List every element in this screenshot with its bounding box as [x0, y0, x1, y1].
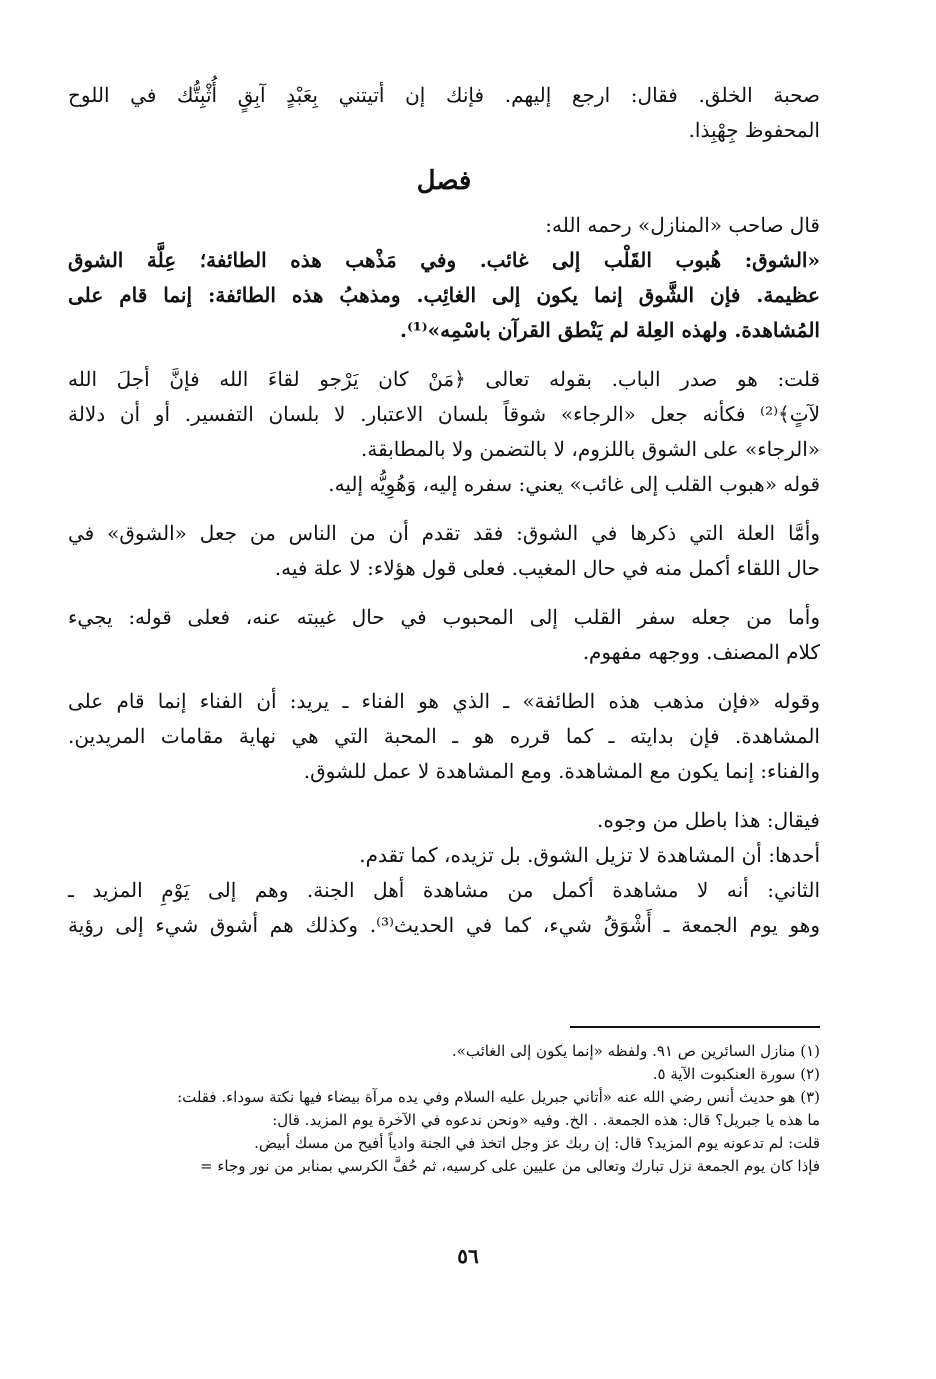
text-line: كلام المصنف. ووجهه مفهوم.: [582, 640, 820, 664]
section-heading: فصل: [416, 166, 472, 196]
footnote-divider: [570, 1026, 820, 1028]
text-line: فيقال: هذا باطل من وجوه.: [597, 808, 820, 832]
text-line: لآتٍ﴾⁽²⁾ فكأنه جعل «الرجاء» شوقاً بلسان الاعتبار. لا بلسان التفسير. أو أن دلالة: [68, 402, 820, 426]
text-line: وأما من جعله سفر القلب إلى المحبوب في حال غيبته عنه، فعلى قوله: يجيء: [68, 605, 820, 629]
main-text: [68, 78, 820, 943]
quote-line: عظيمة. فإن الشَّوق إنما يكون إلى الغائِب. ومذهبُ هذه الطائفة: إنما قام على: [68, 283, 820, 307]
footnotes: [68, 1026, 820, 1178]
text-line: «الرجاء» على الشوق باللزوم، لا بالتضمن ولا بالمطابقة.: [361, 437, 820, 461]
footnote: (٣) هو حديث أنس رضي الله عنه «أتاني جبريل عليه السلام وفي يده مرآة بيضاء فيها نكتة سوداء. فقلت:: [177, 1088, 820, 1106]
text-line: الثاني: أنه لا مشاهدة أكمل من مشاهدة أهل الجنة. وهم إلى يَوْمِ المزيد ـ: [68, 878, 820, 902]
text-line: والفناء: إنما يكون مع المشاهدة. ومع المشاهدة لا عمل للشوق.: [303, 759, 820, 783]
quote-line: المُشاهدة. ولهذه العِلة لم يَنْطق القرآن باسْمِه»⁽¹⁾.: [400, 318, 820, 342]
footnote: قلت: لم تدعونه يوم المزيد؟ قال: إن ربك عز وجل اتخذ في الجنة وادياً أفيح من مسك أبيض.: [254, 1134, 820, 1152]
text-line: وهو يوم الجمعة ـ أَشْوَقُ شيء، كما في الحديث⁽³⁾. وكذلك هم أشوق شيء إلى رؤية: [68, 913, 820, 937]
text-line: المشاهدة. فإن بدايته ـ كما قرره هو ـ المحبة التي هي نهاية مقامات المريدين.: [68, 724, 820, 748]
text-line: المحفوظ جِهْبِذا.: [688, 118, 820, 142]
footnote: (٢) سورة العنكبوت الآية ٥.: [652, 1065, 820, 1083]
text-line: حال اللقاء أكمل منه في حال المغيب. فعلى قول هؤلاء: لا علة فيه.: [274, 556, 820, 580]
footnote: فإذا كان يوم الجمعة نزل تبارك وتعالى من عليين على كرسيه، ثم حُفَّ الكرسي بمنابر من نور وجاء =: [200, 1157, 820, 1175]
text-line: وأمَّا العلة التي ذكرها في الشوق: فقد تقدم أن من الناس من جعل «الشوق» في: [68, 521, 820, 545]
text-line: قوله «هبوب القلب إلى غائب» يعني: سفره إليه، وَهُوِيُّه إليه.: [328, 472, 820, 496]
text-line: أحدها: أن المشاهدة لا تزيل الشوق. بل تزيده، كما تقدم.: [359, 843, 820, 867]
text-line: وقوله «فإن مذهب هذه الطائفة» ـ الذي هو الفناء ـ يريد: أن الفناء إنما قام على: [68, 689, 820, 713]
footnote: ما هذه يا جبريل؟ قال: هذه الجمعة. . الخ. وفيه «ونحن ندعوه في الآخرة يوم المزيد. قال:: [272, 1111, 820, 1129]
footnote: (١) منازل السائرين ص ٩١. ولفظه «إنما يكون إلى الغائب».: [451, 1042, 820, 1060]
text-line: قال صاحب «المنازل» رحمه الله:: [545, 213, 820, 237]
text-line: قلت: هو صدر الباب. بقوله تعالى ﴿مَنْ كان يَرْجو لقاءَ الله فإنَّ أجلَ الله: [68, 367, 820, 391]
page-number: ٥٦: [457, 1244, 479, 1268]
quote-line: «الشوق: هُبوب القَلْب إلى غائب. وفي مَذْهب هذه الطائفة؛ عِلَّة الشوق: [68, 248, 820, 272]
text-line: صحبة الخلق. فقال: ارجع إليهم. فإنك إن أتيتني بِعَبْدٍ آبِقٍ أُثْبِتُّك في اللوح: [68, 83, 820, 107]
